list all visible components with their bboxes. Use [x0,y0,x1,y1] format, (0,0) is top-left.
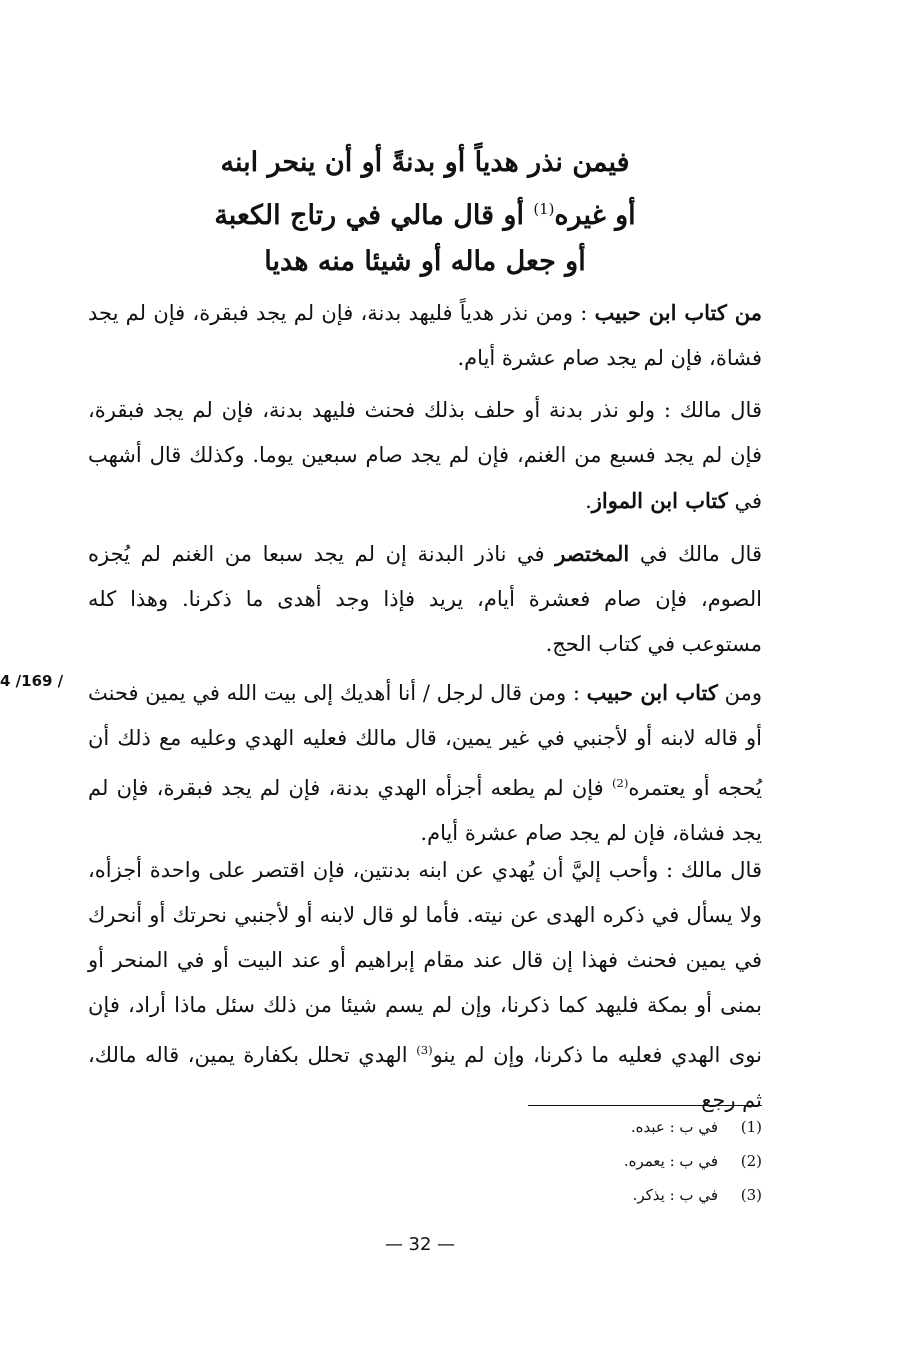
footnote-item [540,1178,762,1212]
page-number: — 32 — [384,1234,456,1255]
paragraph-2 [88,388,762,524]
footnote-text: في ب : عبده. [630,1118,718,1136]
footnote-ref-2: (2) [611,776,629,790]
source-title: كتاب ابن المواز [591,488,728,513]
paragraph-text: الهدي تحلل بكفارة يمين، قاله مالك، ثم رجع [88,1043,762,1112]
source-title: من كتاب ابن حبيب [594,300,762,325]
heading-line-2-end: أو قال مالي في رتاج الكعبة [214,200,534,231]
paragraph-text: في ناذر البدنة إن لم يجد سبعا من الغنم لم يُجزه الصوم، فإن صام فعشرة أيام، يريد فإذا وجد أهدى ما ذكرنا. وهذا كله مستوعب في كتاب الحج. [88,542,762,656]
paragraph-text: : ومن قال لرجل / أنا أهديك إلى بيت الله في يمين فحنث أو قاله لابنه أو لأجنبي في غير يمين، قال مالك فعليه الهدي وعليه مع ذلك أن يُحجه أو يعتمره [88,681,762,800]
paragraph-text: : ومن نذر هدياً فليهد بدنة، فإن لم يجد فبقرة، فإن لم يجد فشاة، فإن لم يجد صام عشرة أيام. [88,301,762,370]
footnote-text: في ب : يعمره. [623,1152,718,1170]
paragraph-text: قال مالك : وأحب إليَّ أن يُهدي عن ابنه بدنتين، فإن اقتصر على واحدة أجزأه، ولا يسأل في ذكره الهدى عن نيته. فأما لو قال لابنه أو لأجنبي نحرتك أو أنحرك في يمين فحنث فهذا إن قال عند مقام إبراهيم أو عند البيت أو في المنحر أو بمنى أو بمكة فليهد كما ذكرنا، وإن لم يسم شيئا من ذلك سئل ماذا أراد، فإن نوى الهدي فعليه ما ذكرنا، وإن لم ينو [88,858,762,1067]
source-title: كتاب ابن حبيب [586,680,718,705]
footnote-text: في ب : يذكر. [632,1186,718,1204]
footnote-number: (3) [740,1186,762,1204]
paragraph-text-tail: . [585,489,592,513]
footnote-number: (2) [740,1152,762,1170]
paragraph-4 [88,670,762,856]
manuscript-margin-reference: 4 /169 / [0,672,64,690]
paragraph-3 [88,531,762,667]
paragraph-text: قال مالك : ولو نذر بدنة أو حلف بذلك فحنث فليهد بدنة، فإن لم يجد فبقرة، فإن لم يجد فسبع من الغنم، فإن لم يجد صام سبعين يوما. وكذلك قال أشهب في [88,398,762,513]
heading-line-3: أو جعل ماله أو شيئا منه هديا [264,246,586,277]
paragraph-text: فإن لم يطعه أجزأه الهدي بدنة، فإن لم يجد فبقرة، فإن لم يجد فشاة، فإن لم يجد صام عشرة أيام. [88,776,762,845]
heading-line-1: فيمن نذر هدياً أو بدنةً أو أن ينحر ابنه [220,147,630,178]
footnotes [540,1110,762,1212]
heading-line-2-start: أو غيره [554,200,636,231]
footnote-number: (1) [740,1118,762,1136]
footnote-divider [528,1105,762,1106]
paragraph-1 [88,290,762,381]
paragraph-5 [88,848,762,1123]
section-heading [180,140,670,285]
paragraph-text: ومن [717,681,762,705]
footnote-item [540,1110,762,1144]
heading-line-2 [180,186,670,239]
source-title: المختصر [555,541,630,566]
footnote-ref-3: (3) [416,1043,433,1057]
footnote-item [540,1144,762,1178]
footnote-ref-1: (1) [533,200,555,218]
paragraph-text: قال مالك في [629,542,762,566]
